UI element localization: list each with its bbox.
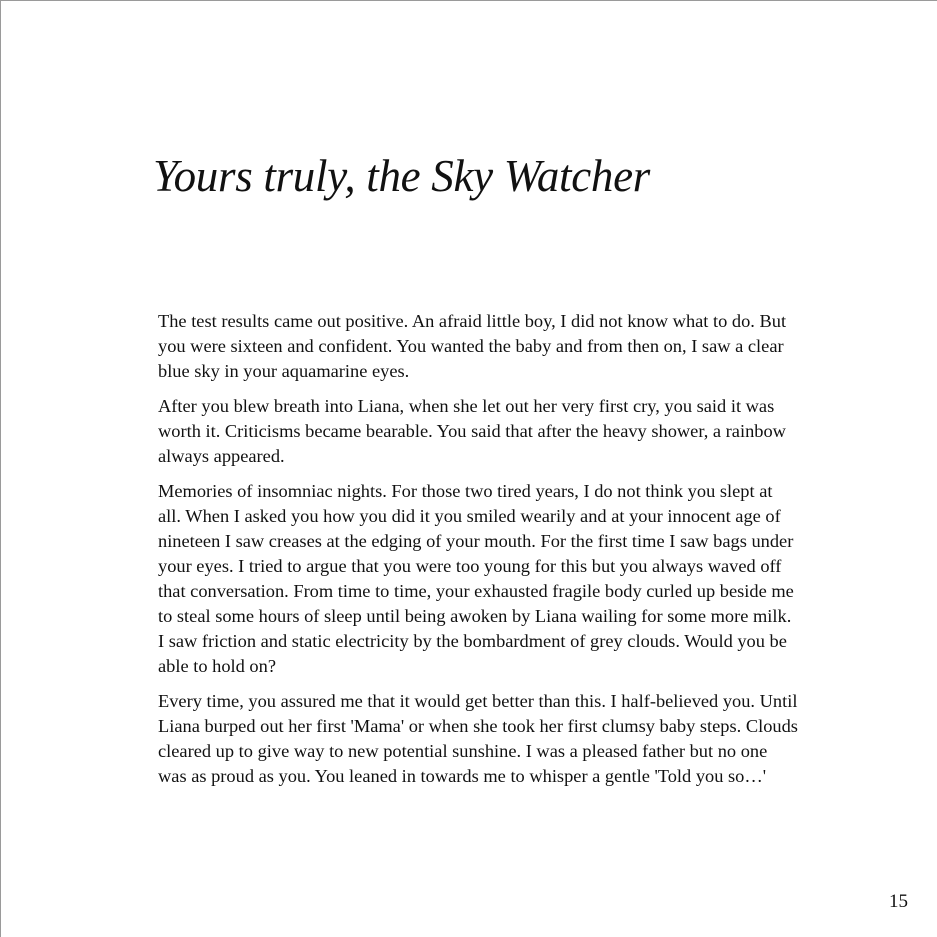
paragraph: Every time, you assured me that it would get better than this. I half-believed you. Until Liana burped out her first 'Mama' or when she took her first clumsy baby steps. Clouds cleared up to give way to new potential sunshine. I was a pleased father but no one was as proud as you. You leaned in towards me to whisper a gentle 'Told you so…' — [158, 691, 798, 786]
chapter-body — [158, 309, 798, 799]
chapter-title: Yours truly, the Sky Watcher — [153, 151, 651, 201]
paragraph: The test results came out positive. An afraid little boy, I did not know what to do. But you were sixteen and confident. You wanted the baby and from then on, I saw a clear blue sky in your aquamarine eyes. — [158, 311, 787, 381]
page-number: 15 — [889, 891, 908, 912]
paragraph: Memories of insomniac nights. For those two tired years, I do not think you slept at all. When I asked you how you did it you smiled wearily and at your innocent age of nineteen I saw creases at the edging of your mouth. For the first time I saw bags under your eyes. I tried to argue that you were too young for this but you always waved off that conversation. From time to time, your exhausted fragile body curled up beside me to steal some hours of sleep until being awoken by Liana wailing for some more milk. I saw friction and static electricity by the bombardment of grey clouds. Would you be able to hold on? — [158, 481, 794, 676]
paragraph: After you blew breath into Liana, when she let out her very first cry, you said it was worth it. Criticisms became bearable. You said that after the heavy shower, a rainbow always appeared. — [158, 396, 786, 466]
